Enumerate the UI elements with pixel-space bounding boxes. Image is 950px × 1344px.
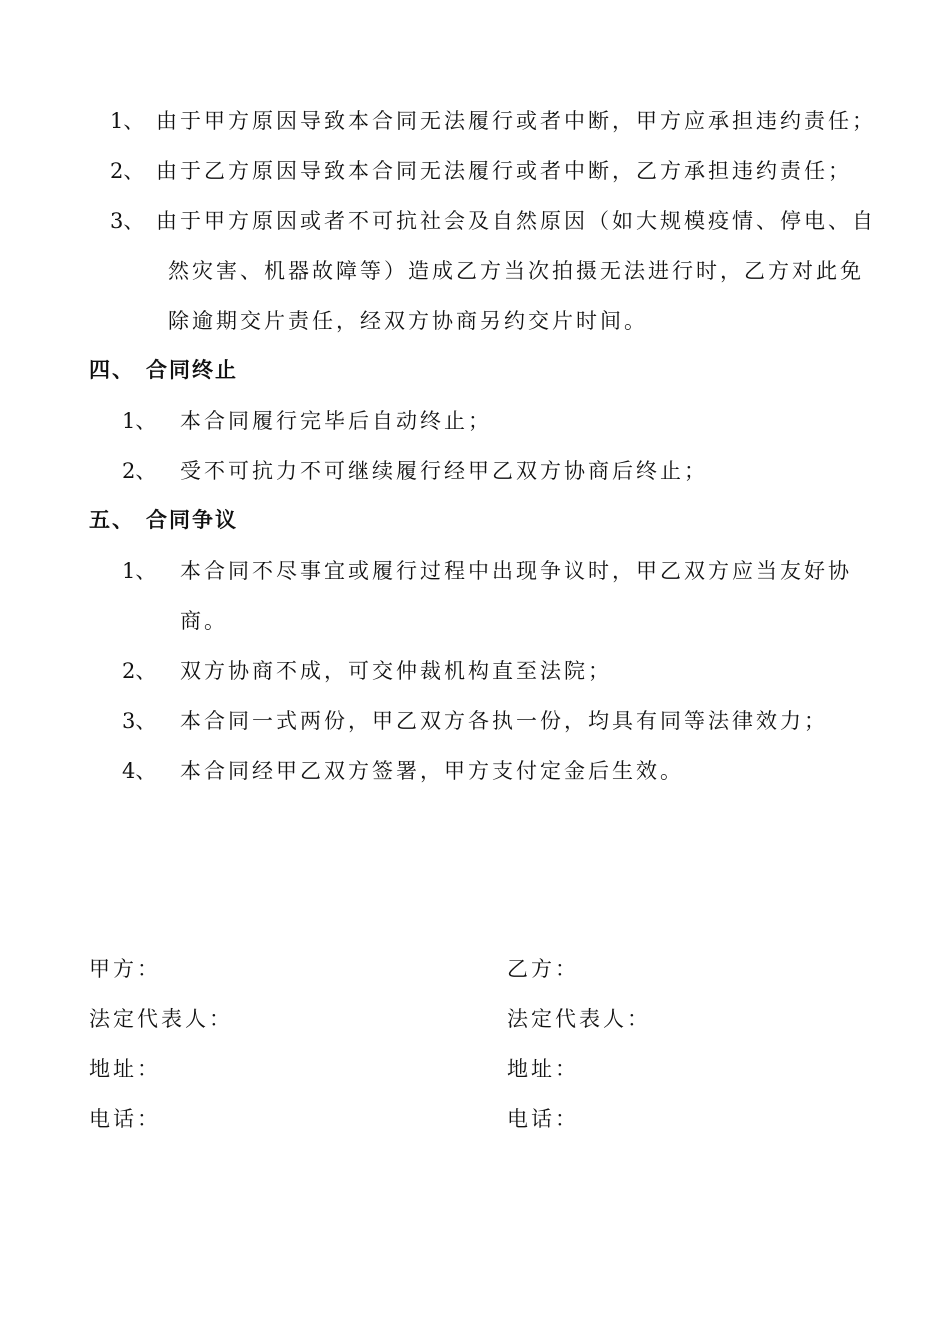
item-number: 1、 (110, 109, 145, 133)
item-number: 3、 (122, 709, 157, 733)
item-number: 1、 (122, 559, 157, 583)
clause-text: 商。 (180, 609, 228, 633)
item-number: 4、 (122, 759, 157, 783)
clause-text: 由于甲方原因或者不可抗社会及自然原因（如大规模疫情、停电、自 (156, 209, 876, 233)
party-a-representative-label: 法定代表人： (89, 1007, 233, 1031)
section-title: 合同争议 (146, 508, 238, 532)
item-number: 2、 (122, 459, 157, 483)
section-number: 五、 (89, 508, 135, 532)
section-number: 四、 (89, 358, 135, 382)
clause-text: 本合同经甲乙双方签署，甲方支付定金后生效。 (180, 759, 684, 783)
item-number: 2、 (110, 159, 145, 183)
party-a-phone-label: 电话： (89, 1107, 161, 1131)
clause-text: 本合同不尽事宜或履行过程中出现争议时，甲乙双方应当友好协 (180, 559, 852, 583)
clause-text: 由于乙方原因导致本合同无法履行或者中断，乙方承担违约责任； (156, 159, 852, 183)
party-b-address-label: 地址： (507, 1057, 579, 1081)
item-number: 2、 (122, 659, 157, 683)
clause-text: 本合同履行完毕后自动终止； (180, 409, 492, 433)
party-b-phone-label: 电话： (507, 1107, 579, 1131)
clause-text: 本合同一式两份，甲乙双方各执一份，均具有同等法律效力； (180, 709, 828, 733)
party-a-address-label: 地址： (89, 1057, 161, 1081)
party-b-label: 乙方： (507, 957, 579, 981)
clause-text: 由于甲方原因导致本合同无法履行或者中断，甲方应承担违约责任； (156, 109, 876, 133)
clause-text: 双方协商不成，可交仲裁机构直至法院； (180, 659, 612, 683)
party-a-label: 甲方： (89, 957, 161, 981)
clause-text: 受不可抗力不可继续履行经甲乙双方协商后终止； (180, 459, 708, 483)
item-number: 3、 (110, 209, 145, 233)
clause-text: 然灾害、机器故障等）造成乙方当次拍摄无法进行时，乙方对此免 (168, 259, 864, 283)
section-title: 合同终止 (146, 358, 238, 382)
party-b-representative-label: 法定代表人： (507, 1007, 651, 1031)
clause-text: 除逾期交片责任，经双方协商另约交片时间。 (168, 309, 648, 333)
item-number: 1、 (122, 409, 157, 433)
